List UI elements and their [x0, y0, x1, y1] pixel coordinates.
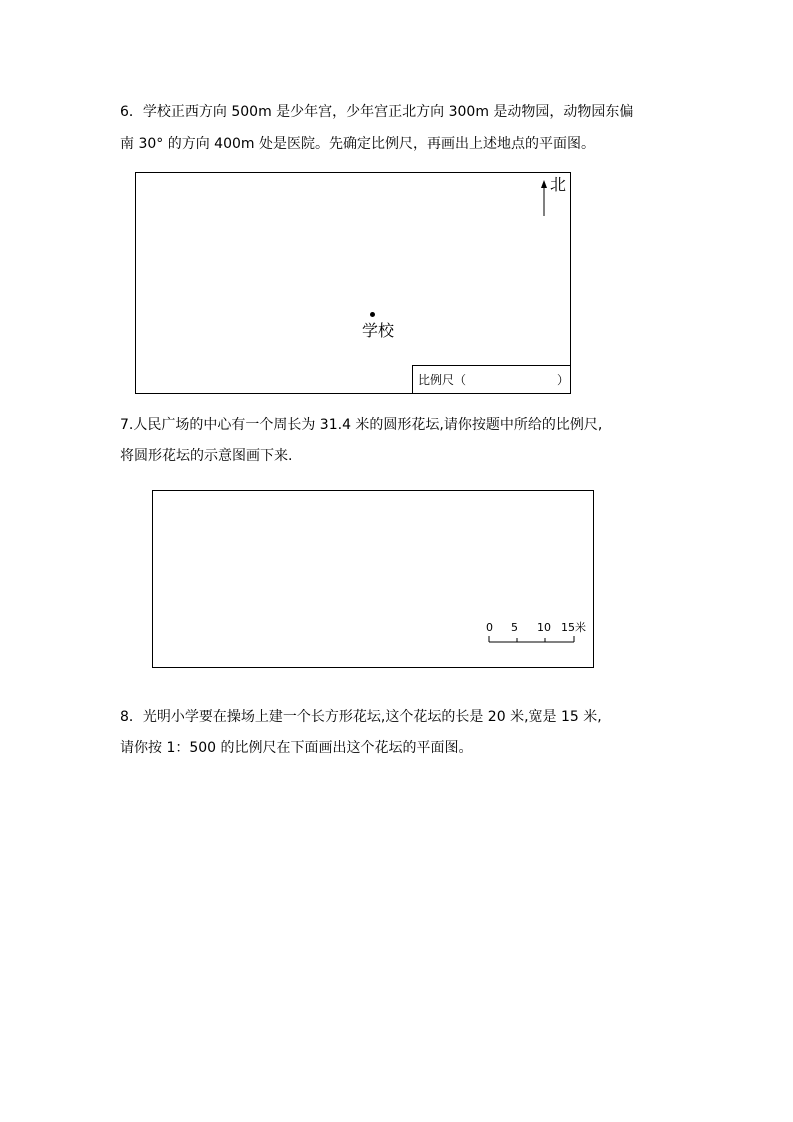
school-point-marker [370, 312, 375, 317]
q7-text-line2: 将圆形花坛的示意图画下来. [120, 448, 293, 464]
q8-text-line1: 8．光明小学要在操场上建一个长方形花坛,这个花坛的长是 20 米,宽是 15 米, [120, 709, 602, 725]
north-arrow-icon [538, 178, 550, 218]
scale-tick-label-15: 15米 [561, 621, 586, 634]
q7-text-line1: 7.人民广场的中心有一个周长为 31.4 米的圆形花坛,请你按题中所给的比例尺, [120, 417, 603, 433]
scale-tick-label-0: 0 [486, 621, 493, 634]
q6-text-line2: 南 30° 的方向 400m 处是医院。先确定比例尺，再画出上述地点的平面图。 [120, 136, 595, 152]
line-scale-bar [484, 630, 579, 646]
north-label: 北 [550, 175, 567, 194]
scale-tick-label-5: 5 [511, 621, 518, 634]
q8-text-line2: 请你按 1：500 的比例尺在下面画出这个花坛的平面图。 [120, 740, 473, 756]
q6-drawing-box [135, 172, 571, 394]
school-label: 学校 [362, 321, 395, 340]
scale-close-paren: ） [557, 373, 570, 387]
q6-text-line1: 6．学校正西方向 500m 是少年宫，少年宫正北方向 300m 是动物园，动物园东偏 [120, 104, 634, 120]
scale-label: 比例尺（ [418, 373, 467, 387]
scale-tick-label-10: 10 [537, 621, 551, 634]
